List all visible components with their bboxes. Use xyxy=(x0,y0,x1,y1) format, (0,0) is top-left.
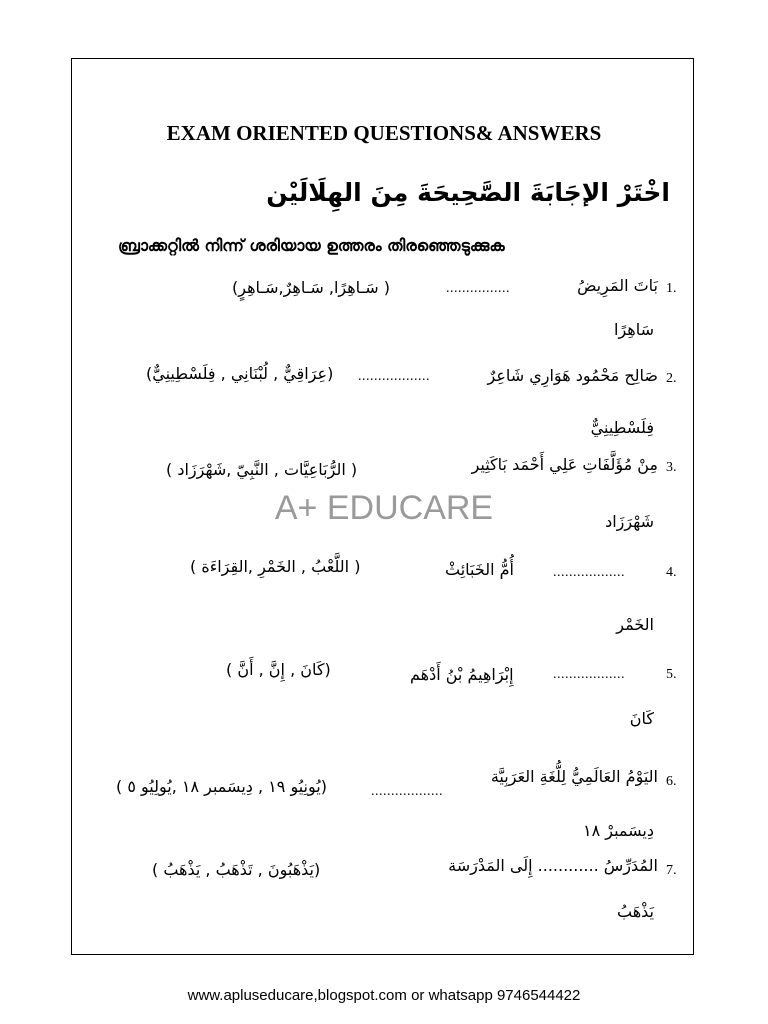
question-5-options: (كَانَ , إِنَّ , أَنَّ ) xyxy=(226,660,331,679)
question-1-blank: ................ xyxy=(446,281,510,296)
question-6-answer: دِيسَمبرْ ١٨ xyxy=(582,821,654,840)
question-5-number: 5. xyxy=(666,667,677,682)
malayalam-instruction: ബ്രാക്കറ്റിൽ നിന്ന് ശരിയായ ഉത്തരം തിരഞ്ഞെടുക്കുക xyxy=(118,236,505,255)
question-4-text: أُمُّ الخَبَائِثْ xyxy=(445,560,514,579)
question-2-text: صَالِح مَحْمُود هَوَارِي شَاعِرٌ xyxy=(487,366,658,385)
question-6-options: (يُونِيُو ١٩ , دِيسَمبر ١٨ ,يُولِيُو ٥ ) xyxy=(116,777,327,796)
question-2-number: 2. xyxy=(666,371,677,386)
question-1-text: بَاتَ المَرِيضُ xyxy=(577,276,658,295)
question-1-options: ( سَـاهِرًا, سَـاهِرٌ,سَـاهِرٍ) xyxy=(232,278,390,297)
question-3-number: 3. xyxy=(666,460,677,475)
question-7-answer: يَذْهَبُ xyxy=(617,902,654,921)
watermark: A+ EDUCARE xyxy=(274,489,494,527)
question-2-blank: .................. xyxy=(358,369,430,384)
question-3-options: ( الرُّبَاعِيَّات , النَّبِيّ ,شَهْرَزَاد ) xyxy=(166,460,358,479)
question-5-blank: .................. xyxy=(553,667,625,682)
question-2-options: (عِرَاقِيٌّ , لُبْنَانِي , فِلَسْطِينِيٌّ) xyxy=(146,364,334,383)
question-2-answer: فِلَسْطِينِيٌّ xyxy=(590,418,654,437)
question-5-text: إِبْرَاهِيمُ بْنُ أَدْهَم xyxy=(410,665,514,684)
page-title: EXAM ORIENTED QUESTIONS& ANSWERS xyxy=(166,121,602,145)
question-6-blank: .................. xyxy=(371,784,443,799)
question-4-answer: الخَمْر xyxy=(616,615,654,634)
question-6-text: اليَوْمُ العَالَمِيُّ لِلُّغَةِ العَرَبِيَّة xyxy=(490,767,658,786)
question-1-answer: سَاهِرًا xyxy=(614,320,654,339)
question-7-options: (يَذْهَبُونَ , تَذْهَبُ , يَذْهَبُ ) xyxy=(152,860,321,879)
footer-contact: www.apluseducare,blogspot.com or whatsapp 9746544422 xyxy=(187,987,581,1004)
question-3-text: مِنْ مُؤَلَّفَاتِ عَلِي أَحْمَد بَاكَثِير xyxy=(471,455,658,474)
question-1-number: 1. xyxy=(666,281,677,296)
question-6-number: 6. xyxy=(666,774,677,789)
question-4-number: 4. xyxy=(666,565,677,580)
question-4-blank: .................. xyxy=(553,565,625,580)
question-4-options: ( اللَّعْبُ , الخَمْرِ ,القِرَاءَة ) xyxy=(190,557,361,576)
question-7-number: 7. xyxy=(666,863,677,878)
question-7-text: المُدَرِّسُ ............ إِلَى المَدْرَسَة xyxy=(448,856,658,875)
question-5-answer: كَانَ xyxy=(629,709,654,728)
arabic-instruction-heading: اخْتَرْ الإجَابَةَ الصَّحِيحَةَ مِنَ الهِلَالَيْن xyxy=(266,178,670,207)
question-3-answer: شَهْرَزَاد xyxy=(605,512,654,531)
